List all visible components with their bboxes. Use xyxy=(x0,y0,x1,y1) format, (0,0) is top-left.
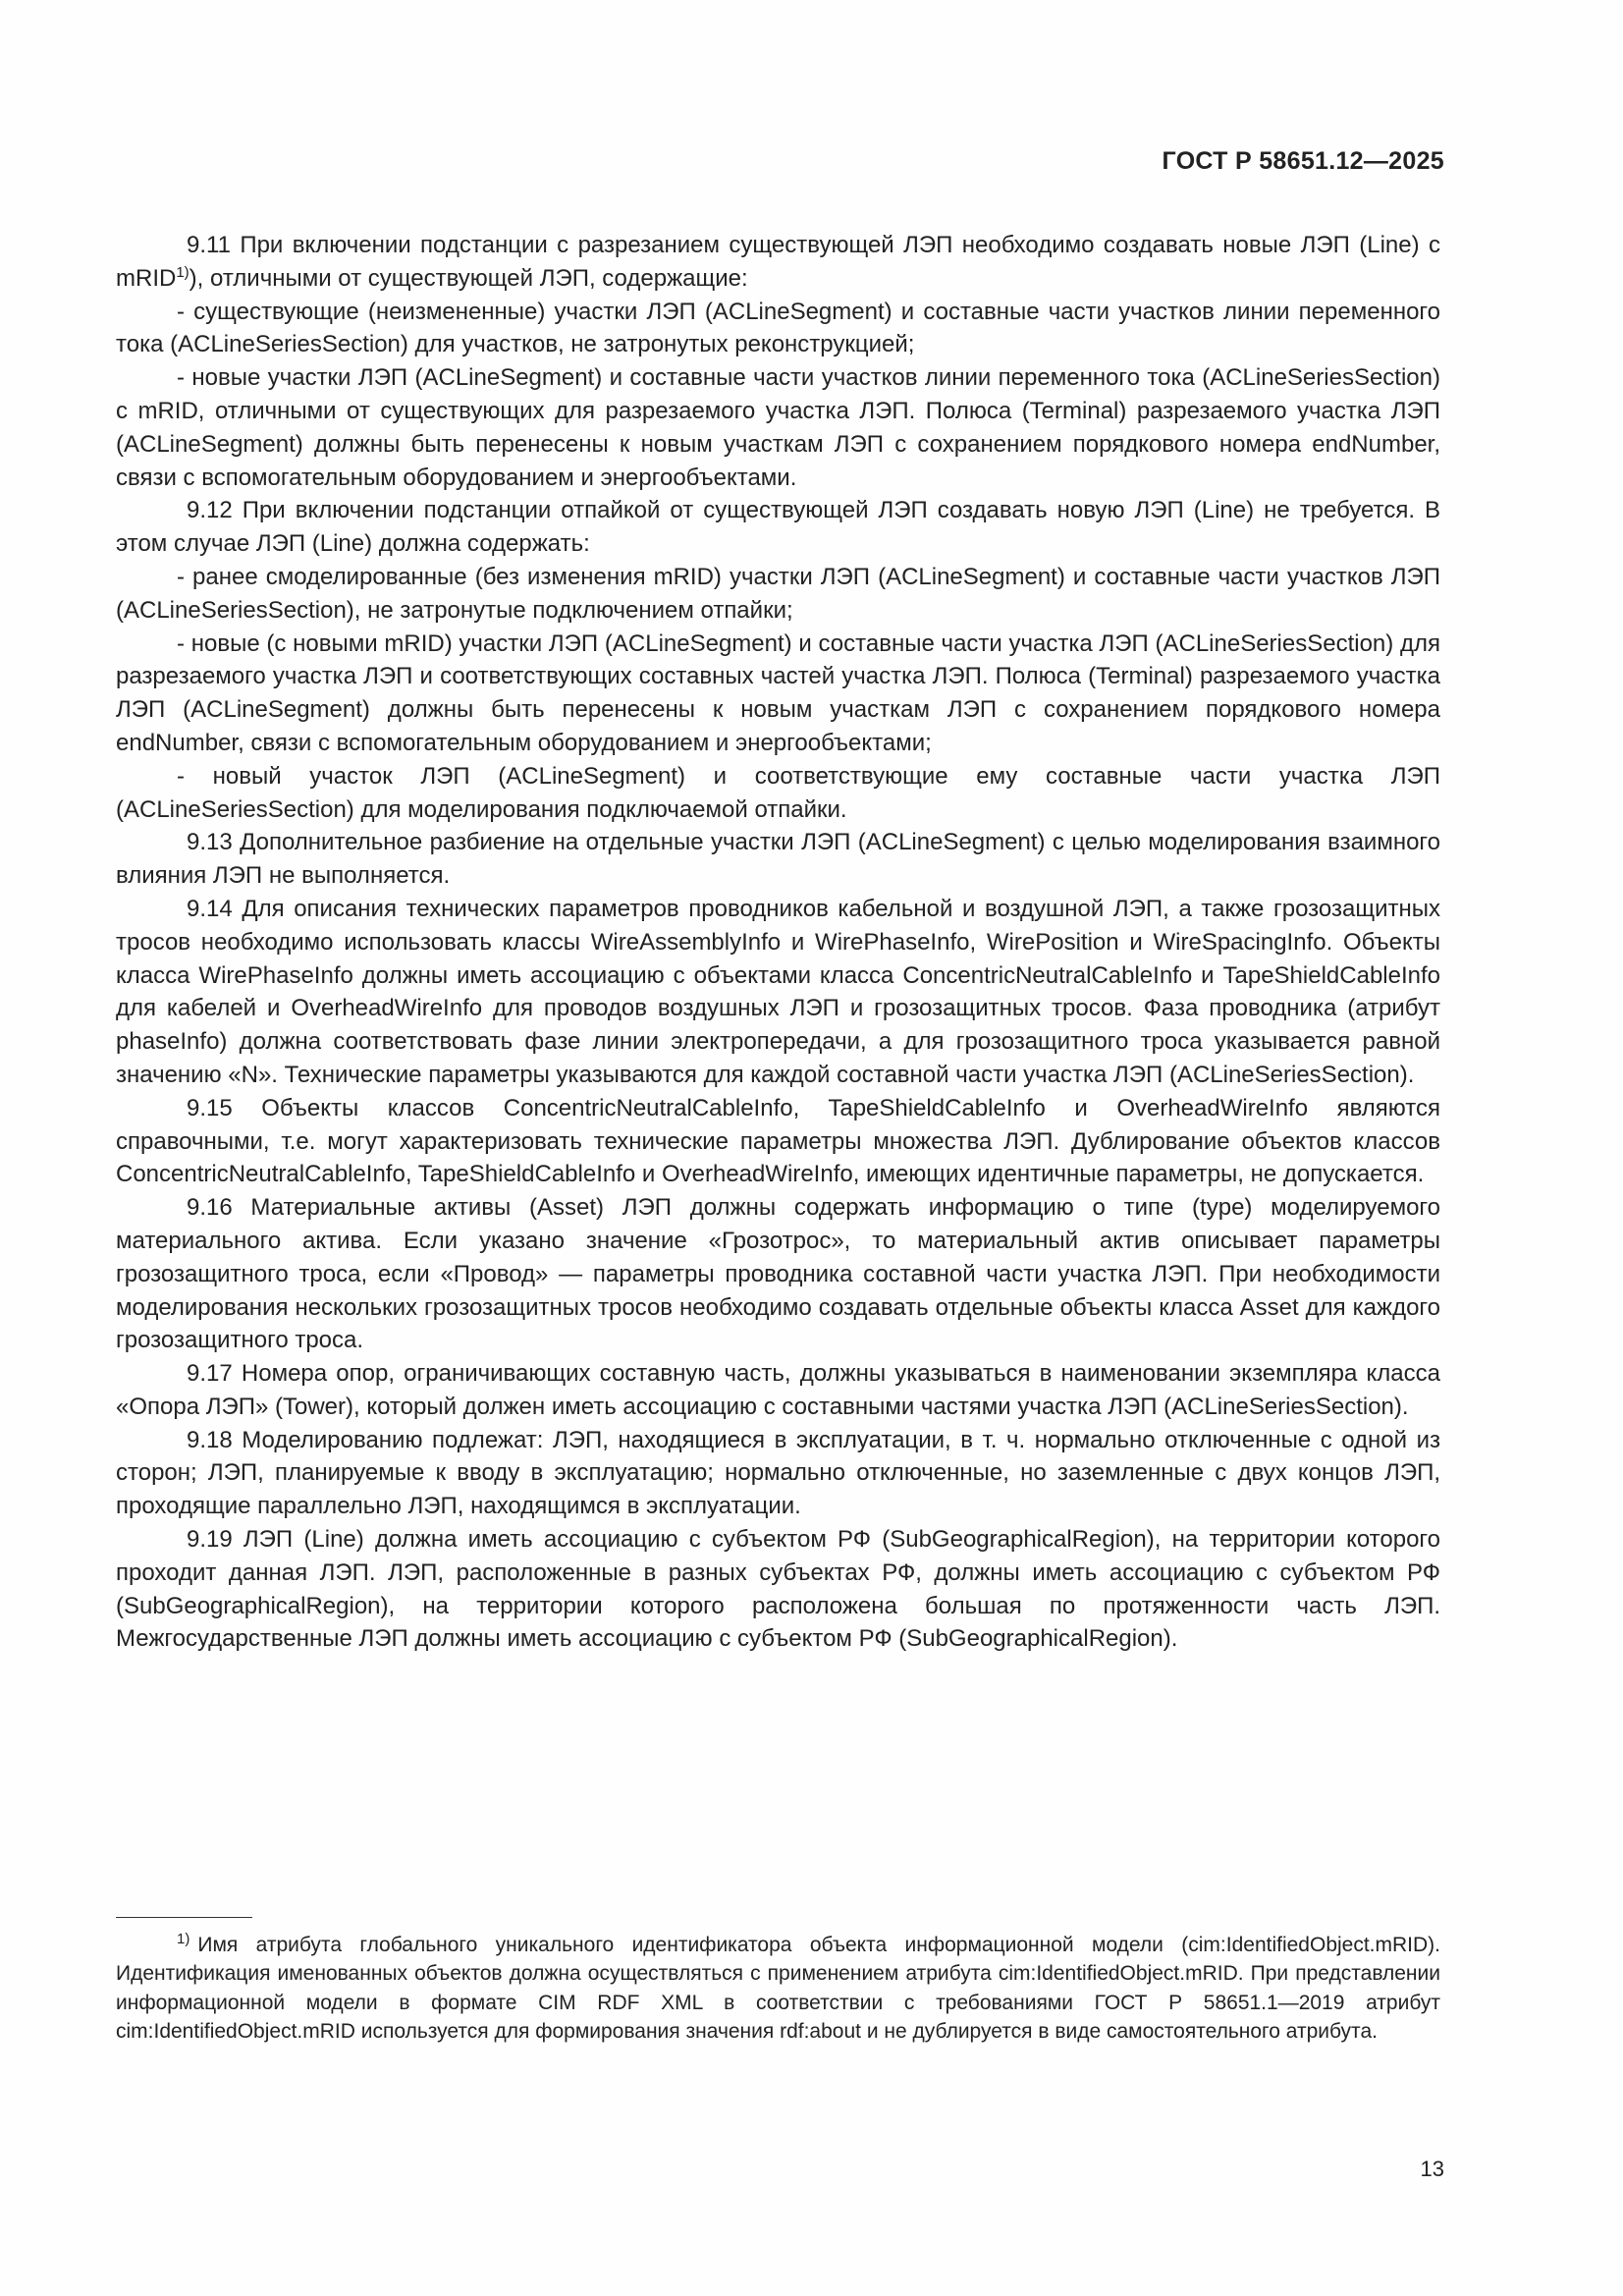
list-item: - новые (с новыми mRID) участки ЛЭП (ACLineSegment) и составные части участка ЛЭП (ACLineSeriesSection) для разрезаемого участка ЛЭП и соответствующих составных частей участка ЛЭП. Полюса (Terminal) разрезаемого участка ЛЭП (ACLineSegment) должны быть перенесены к новым участкам ЛЭП с сохранением порядкового номера endNumber, связи с вспомогательным оборудованием и энергообъектами; xyxy=(116,629,1440,756)
document-body xyxy=(116,229,1440,1656)
paragraph-9-11 xyxy=(116,229,1440,296)
paragraph-9-15: 9.15 Объекты классов ConcentricNeutralCableInfo, TapeShieldCableInfo и OverheadWireInfo являются справочными, т.е. могут характеризовать технические параметры множества ЛЭП. Дублирование объектов классов ConcentricNeutralCableInfo, TapeShieldCableInfo и OverheadWireInfo, имеющих идентичные параметры, не допускается. xyxy=(116,1094,1440,1188)
footnote-divider xyxy=(116,1917,252,1918)
paragraph-9-17: 9.17 Номера опор, ограничивающих составную часть, должны указываться в наименовании экземпляра класса «Опора ЛЭП» (Tower), который должен иметь ассоциацию с составными частями участка ЛЭП (ACLineSeriesSection). xyxy=(116,1360,1440,1420)
paragraph-9-13: 9.13 Дополнительное разбиение на отдельные участки ЛЭП (ACLineSegment) с целью моделирования взаимного влияния ЛЭП не выполняется. xyxy=(116,829,1440,890)
paragraph-9-18: 9.18 Моделированию подлежат: ЛЭП, находящиеся в эксплуатации, в т. ч. нормально отключенные с одной из сторон; ЛЭП, планируемые к вводу в эксплуатацию; нормально отключенные, но заземленные с двух концов ЛЭП, проходящие параллельно ЛЭП, находящимся в эксплуатации. xyxy=(116,1426,1440,1520)
list-item: - новые участки ЛЭП (ACLineSegment) и составные части участков линии переменного тока (ACLineSeriesSection) с mRID, отличными от существующих для разрезаемого участка ЛЭП. Полюса (Terminal) разрезаемого участка ЛЭП (ACLineSegment) должны быть перенесены к новым участкам ЛЭП с сохранением порядкового номера endNumber, связи с вспомогательным оборудованием и энергообъектами. xyxy=(116,364,1440,491)
document-code-header: ГОСТ Р 58651.12—2025 xyxy=(1162,147,1444,175)
footnote-text: Имя атрибута глобального уникального идентификатора объекта информационной модели (cim:IdentifiedObject.mRID). Идентификация именованных объектов должна осуществляться с применением атрибута cim:IdentifiedObject.mRID. При представлении информационной модели в формате CIM RDF XML в соответствии с требованиями ГОСТ Р 58651.1—2019 атрибут cim:IdentifiedObject.mRID используется для формирования значения rdf:about и не дублируется в виде самостоятельного атрибута. xyxy=(116,1934,1440,2043)
paragraph-9-19: 9.19 ЛЭП (Line) должна иметь ассоциацию с субъектом РФ (SubGeographicalRegion), на территории которого проходит данная ЛЭП. ЛЭП, расположенные в разных субъектах РФ, должны иметь ассоциацию с субъектом РФ (SubGeographicalRegion), на территории которого расположена большая по протяженности часть ЛЭП. Межгосударственные ЛЭП должны иметь ассоциацию с субъектом РФ (SubGeographicalRegion). xyxy=(116,1526,1440,1653)
list-item: - существующие (неизмененные) участки ЛЭП (ACLineSegment) и составные части участков линии переменного тока (ACLineSeriesSection) для участков, не затронутых реконструкцией; xyxy=(116,298,1440,358)
footnote-mark: 1) xyxy=(177,1931,190,1947)
paragraph-9-14: 9.14 Для описания технических параметров проводников кабельной и воздушной ЛЭП, а также грозозащитных тросов необходимо использовать классы WireAssemblyInfo и WirePhaseInfo, WirePosition и WireSpacingInfo. Объекты класса WirePhaseInfo должны иметь ассоциацию с объектами класса ConcentricNeutralCableInfo и TapeShieldCableInfo для кабелей и OverheadWireInfo для проводов воздушных ЛЭП и грозозащитных тросов. Фаза проводника (атрибут phaseInfo) должна соответствовать фазе линии электропередачи, а для грозозащитного троса указывается равной значению «N». Технические параметры указываются для каждой составной части участка ЛЭП (ACLineSeriesSection). xyxy=(116,895,1440,1088)
list-item: - ранее смоделированные (без изменения mRID) участки ЛЭП (ACLineSegment) и составные части участков ЛЭП (ACLineSeriesSection), не затронутые подключением отпайки; xyxy=(116,563,1440,624)
paragraph-text: 9.11 При включении подстанции с разрезанием существующей ЛЭП необходимо создавать новые ЛЭП (Line) с mRID xyxy=(116,232,1440,292)
page-number: 13 xyxy=(1420,2157,1444,2181)
paragraph-9-16: 9.16 Материальные активы (Asset) ЛЭП должны содержать информацию о типе (type) моделируемого материального актива. Если указано значение «Грозотрос», то материальный актив описывает параметры грозозащитного троса, если «Провод» — параметры проводника составной части участка ЛЭП. При необходимости моделирования нескольких грозозащитных тросов необходимо создавать отдельные объекты класса Asset для каждого грозозащитного троса. xyxy=(116,1194,1440,1354)
list-item: - новый участок ЛЭП (ACLineSegment) и соответствующие ему составные части участка ЛЭП (ACLineSeriesSection) для моделирования подключаемой отпайки. xyxy=(116,762,1440,823)
paragraph-9-12: 9.12 При включении подстанции отпайкой от существующей ЛЭП создавать новую ЛЭП (Line) не требуется. В этом случае ЛЭП (Line) должна содержать: xyxy=(116,497,1440,558)
paragraph-text: ), отличными от существующей ЛЭП, содержащие: xyxy=(189,264,748,292)
footnote-reference: 1) xyxy=(176,263,189,281)
footnote xyxy=(116,1931,1440,2046)
